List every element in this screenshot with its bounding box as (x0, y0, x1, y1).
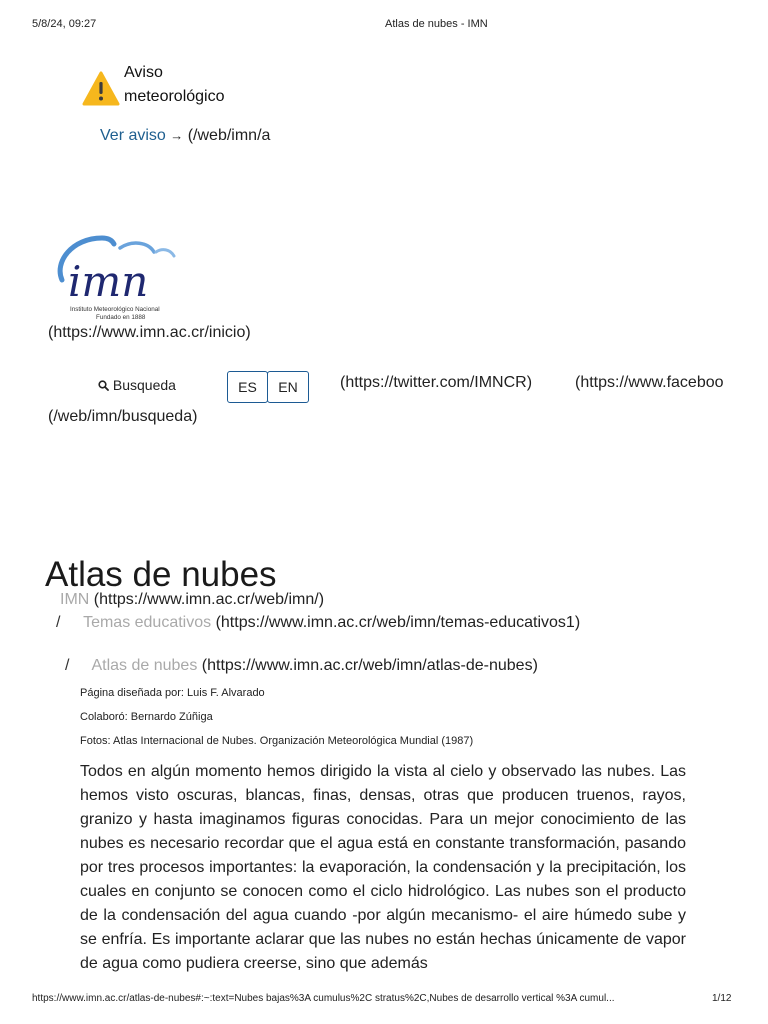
arrow-right-icon: → (170, 128, 184, 143)
breadcrumb-url: (https://www.imn.ac.cr/web/imn/temas-educativos1) (215, 614, 581, 631)
search-icon (98, 378, 109, 394)
credit-photos: Fotos: Atlas Internacional de Nubes. Organización Meteorológica Mundial (1987) (80, 735, 474, 747)
breadcrumb-url: (https://www.imn.ac.cr/web/imn/) (93, 591, 325, 608)
credit-designer: Página diseñada por: Luis F. Alvarado (80, 687, 265, 699)
search-label: Busqueda (112, 377, 176, 393)
print-page-title: Atlas de nubes - IMN (385, 18, 488, 30)
twitter-link[interactable]: (https://twitter.com/IMNCR) (340, 374, 533, 391)
facebook-link[interactable]: (https://www.faceboo (575, 374, 724, 391)
warning-link-url: (/web/imn/a (183, 127, 271, 144)
warning-title: Aviso meteorológico (124, 64, 225, 105)
breadcrumb-url: (https://www.imn.ac.cr/web/imn/atlas-de-nubes) (201, 657, 538, 674)
breadcrumb-separator: / (56, 614, 61, 631)
warning-link-row (100, 127, 271, 145)
credit-collaborator: Colaboró: Bernardo Zúñiga (80, 711, 213, 723)
logo-wordmark: imn (68, 257, 149, 306)
ver-aviso-link[interactable]: Ver aviso (100, 127, 166, 144)
logo-institute-name: Instituto Meteorológico Nacional (70, 306, 160, 313)
breadcrumb-label: Atlas de nubes (91, 657, 198, 674)
search-link[interactable] (98, 377, 176, 394)
page-title: Atlas de nubes (45, 555, 277, 594)
logo-url[interactable]: (https://www.imn.ac.cr/inicio) (48, 324, 251, 341)
print-footer-url: https://www.imn.ac.cr/atlas-de-nubes#:~:text=Nubes bajas%3A cumulus%2C stratus%2C,Nubes de desarrollo vertical %3A cumul... (32, 993, 615, 1004)
intro-paragraph: Todos en algún momento hemos dirigido la vista al cielo y observado las nubes. Las hemos visto oscuras, blancas, finas, densas, otras que producen truenos, rayos, granizo y hasta imaginamos figuras conocidas. Para un mejor conocimiento de las nubes es necesario recordar que el agua está en constante transformación, pasando por tres procesos importantes: la evaporación, la condensación y la precipitación, los cuales en conjunto se conocen como el ciclo hidrológico. Las nubes son el producto de la condensación del agua cuando -por algún mecanismo- el aire húmedo sube y se enfría. Es importante aclarar que las nubes no están hechas únicamente de vapor de agua como pudiera creerse, sino que además (80, 763, 686, 972)
breadcrumb-separator: / (65, 657, 70, 674)
warning-icon (82, 70, 120, 108)
print-footer-page: 1/12 (712, 993, 732, 1004)
lang-es-button[interactable]: ES (227, 371, 268, 403)
breadcrumb-label: Temas educativos (83, 614, 212, 631)
breadcrumb-label: IMN (60, 591, 90, 608)
breadcrumb-item-temas[interactable] (56, 614, 580, 632)
search-url[interactable]: (/web/imn/busqueda) (48, 408, 198, 425)
print-date: 5/8/24, 09:27 (32, 18, 97, 30)
breadcrumb-item-imn[interactable] (60, 591, 324, 609)
breadcrumb-item-atlas[interactable] (65, 657, 538, 675)
imn-logo[interactable] (50, 232, 200, 324)
logo-founded: Fundado en 1888 (96, 314, 146, 321)
lang-en-button[interactable]: EN (267, 371, 309, 403)
